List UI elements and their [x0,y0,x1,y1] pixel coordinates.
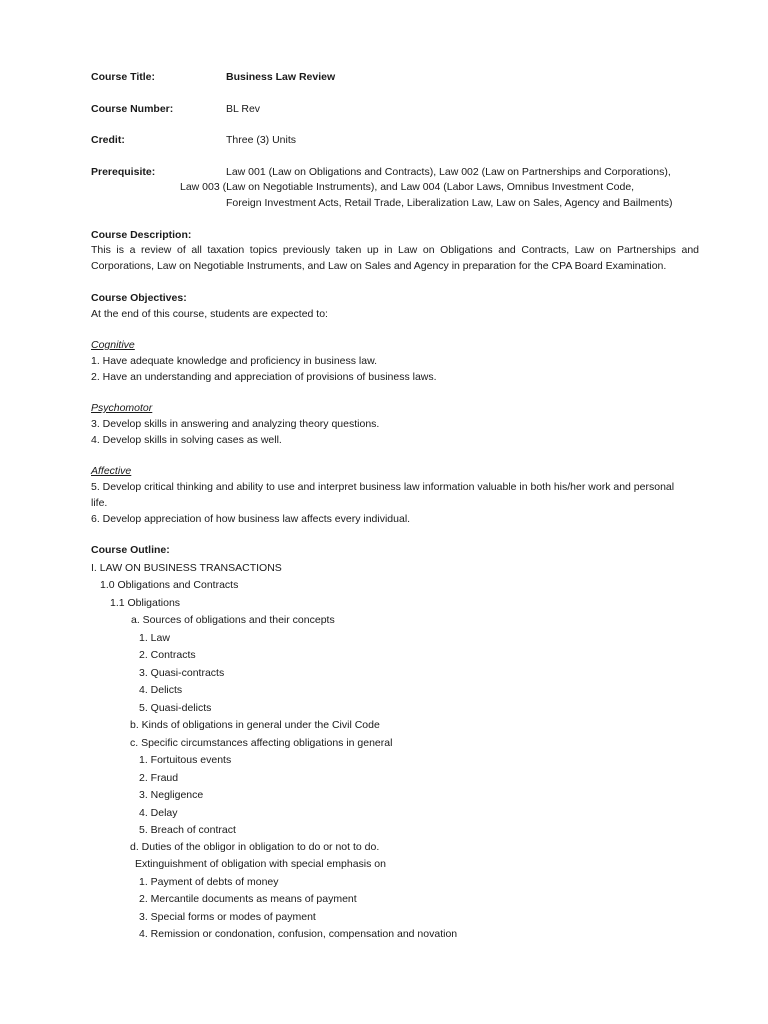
psychomotor-heading: Psychomotor [91,402,153,414]
objective-item-6: 6. Develop appreciation of how business law affects every individual. [91,513,411,525]
outline-item-a: a. Sources of obligations and their concepts [131,614,335,626]
course-number-value: BL Rev [226,103,261,115]
course-title-label: Course Title: [91,71,155,83]
outline-subitem: 1. Law [139,632,170,644]
objective-item-3: 3. Develop skills in answering and analyzing theory questions. [91,418,380,430]
objective-item-4: 4. Develop skills in solving cases as well. [91,434,282,446]
outline-item-c: c. Specific circumstances affecting obligations in general [130,737,393,749]
affective-heading: Affective [91,465,132,477]
description-text: This is a review of all taxation topics previously taken up in Law on Obligations and Contracts, Law on Partnerships and Corporations, Law on Negotiable Instruments, and Law on Sales and Agency in preparation for the CPA Board Examination. [91,244,699,272]
objective-item-1: 1. Have adequate knowledge and proficiency in business law. [91,355,378,367]
course-number-label: Course Number: [91,103,174,115]
prerequisite-line-3: Foreign Investment Acts, Retail Trade, Liberalization Law, Law on Sales, Agency and Bailments) [226,197,673,209]
outline-item-extinguishment: Extinguishment of obligation with special emphasis on [135,858,386,870]
outline-subitem: 4. Delicts [139,684,183,696]
description-heading: Course Description: [91,229,192,241]
objectives-heading: Course Objectives: [91,292,187,304]
objectives-intro: At the end of this course, students are expected to: [91,308,328,320]
prerequisite-label: Prerequisite: [91,166,156,178]
prerequisite-line-2: Law 003 (Law on Negotiable Instruments), and Law 004 (Labor Laws, Omnibus Investment Code, [180,181,635,193]
prerequisite-line-1: Law 001 (Law on Obligations and Contracts), Law 002 (Law on Partnerships and Corporations), [226,166,671,178]
outline-subitem: 5. Quasi-delicts [139,702,212,714]
outline-subitem: 3. Special forms or modes of payment [139,911,316,923]
outline-subitem: 2. Mercantile documents as means of payment [139,893,357,905]
cognitive-heading: Cognitive [91,339,135,351]
credit-value: Three (3) Units [226,134,297,146]
outline-subitem: 2. Fraud [139,772,179,784]
credit-label: Credit: [91,134,125,146]
outline-section-1-0: 1.0 Obligations and Contracts [100,579,239,591]
course-title-value: Business Law Review [226,71,336,83]
outline-subitem: 3. Quasi-contracts [139,667,225,679]
outline-subitem: 1. Fortuitous events [139,754,232,766]
outline-item-b: b. Kinds of obligations in general under the Civil Code [130,719,380,731]
outline-subitem: 4. Delay [139,807,178,819]
outline-part-i: I. LAW ON BUSINESS TRANSACTIONS [91,562,282,574]
outline-section-1-1: 1.1 Obligations [110,597,181,609]
objective-item-5-line-1: 5. Develop critical thinking and ability to use and interpret business law information valuable in both his/her work and personal [91,481,675,493]
outline-subitem: 5. Breach of contract [139,824,236,836]
outline-heading: Course Outline: [91,544,170,556]
objective-item-2: 2. Have an understanding and appreciation of provisions of business laws. [91,371,437,383]
outline-subitem: 3. Negligence [139,789,204,801]
outline-subitem: 1. Payment of debts of money [139,876,279,888]
outline-subitem: 2. Contracts [139,649,196,661]
objective-item-5-line-2: life. [91,497,108,509]
outline-subitem: 4. Remission or condonation, confusion, compensation and novation [139,928,458,940]
outline-item-d: d. Duties of the obligor in obligation to do or not to do. [130,841,380,853]
